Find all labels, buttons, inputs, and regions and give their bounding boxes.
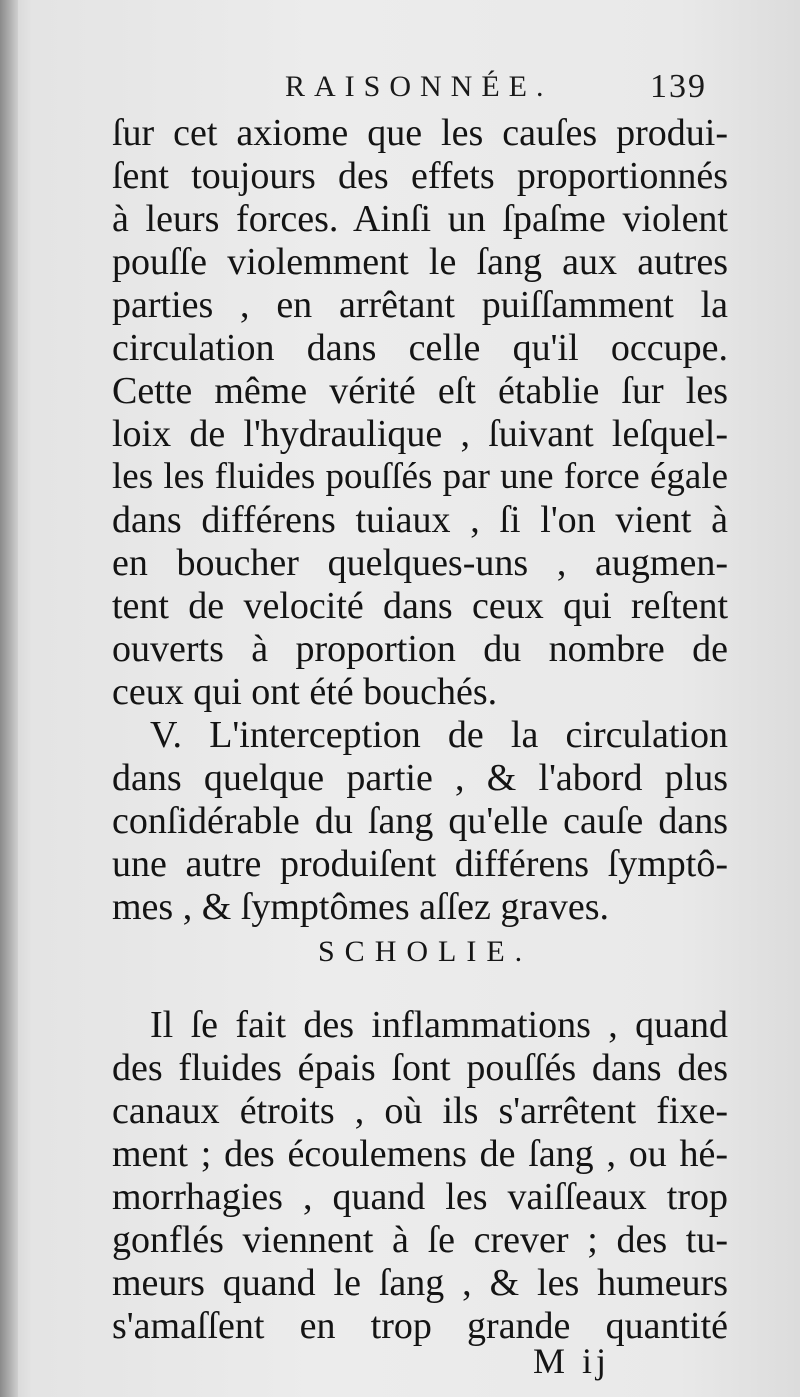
text-line: meurs quand le ſang , & les humeurs	[112, 1262, 728, 1304]
section-heading: SCHOLIE.	[318, 935, 533, 968]
text-line: une autre produiſent différens ſymptô-	[112, 843, 728, 885]
text-line: à leurs forces. Ainſi un ſpaſme violent	[112, 198, 728, 240]
signature-mark: M ij	[533, 1341, 611, 1381]
text-line: canaux étroits , où ils s'arrêtent fixe-	[112, 1090, 728, 1132]
running-head: RAISONNÉE.	[285, 70, 553, 103]
text-line: Il ſe fait des inflammations , quand	[150, 1004, 728, 1046]
text-line: conſidérable du ſang qu'elle cauſe dans	[112, 800, 728, 842]
text-line: ceux qui ont été bouchés.	[112, 671, 498, 713]
text-line: dans différens tuiaux , ſi l'on vient à	[112, 499, 728, 541]
page-number: 139	[650, 68, 707, 105]
text-line: gonflés viennent à ſe crever ; des tu-	[112, 1219, 728, 1261]
text-line: ſent toujours des effets proportionnés	[112, 155, 728, 197]
text-line: loix de l'hydraulique , ſuivant leſquel-	[112, 413, 728, 455]
text-line: Cette même vérité eſt établie ſur les	[112, 370, 728, 412]
text-line: en boucher quelques-uns , augmen-	[112, 542, 728, 584]
text-line: circulation dans celle qu'il occupe.	[112, 327, 728, 369]
text-line: ment ; des écoulemens de ſang , ou hé-	[112, 1133, 728, 1175]
page-gutter-shadow	[0, 0, 18, 1397]
text-line: parties , en arrêtant puiſſamment la	[112, 284, 728, 326]
text-line: s'amaſſent en trop grande quantité	[112, 1305, 728, 1347]
text-line: dans quelque partie , & l'abord plus	[112, 757, 728, 799]
text-line: ſur cet axiome que les cauſes produi-	[112, 112, 728, 154]
text-line: les les fluides pouſſés par une force égale	[112, 456, 728, 497]
text-line: tent de velocité dans ceux qui reſtent	[112, 585, 728, 627]
text-line: morrhagies , quand les vaiſſeaux trop	[112, 1176, 728, 1218]
text-line: des fluides épais ſont pouſſés dans des	[112, 1047, 728, 1089]
text-line: V. L'interception de la circulation	[150, 714, 728, 756]
text-line: pouſſe violemment le ſang aux autres	[112, 241, 728, 283]
text-line: ouverts à proportion du nombre de	[112, 628, 728, 670]
text-line: mes , & ſymptômes aſſez graves.	[112, 886, 610, 928]
